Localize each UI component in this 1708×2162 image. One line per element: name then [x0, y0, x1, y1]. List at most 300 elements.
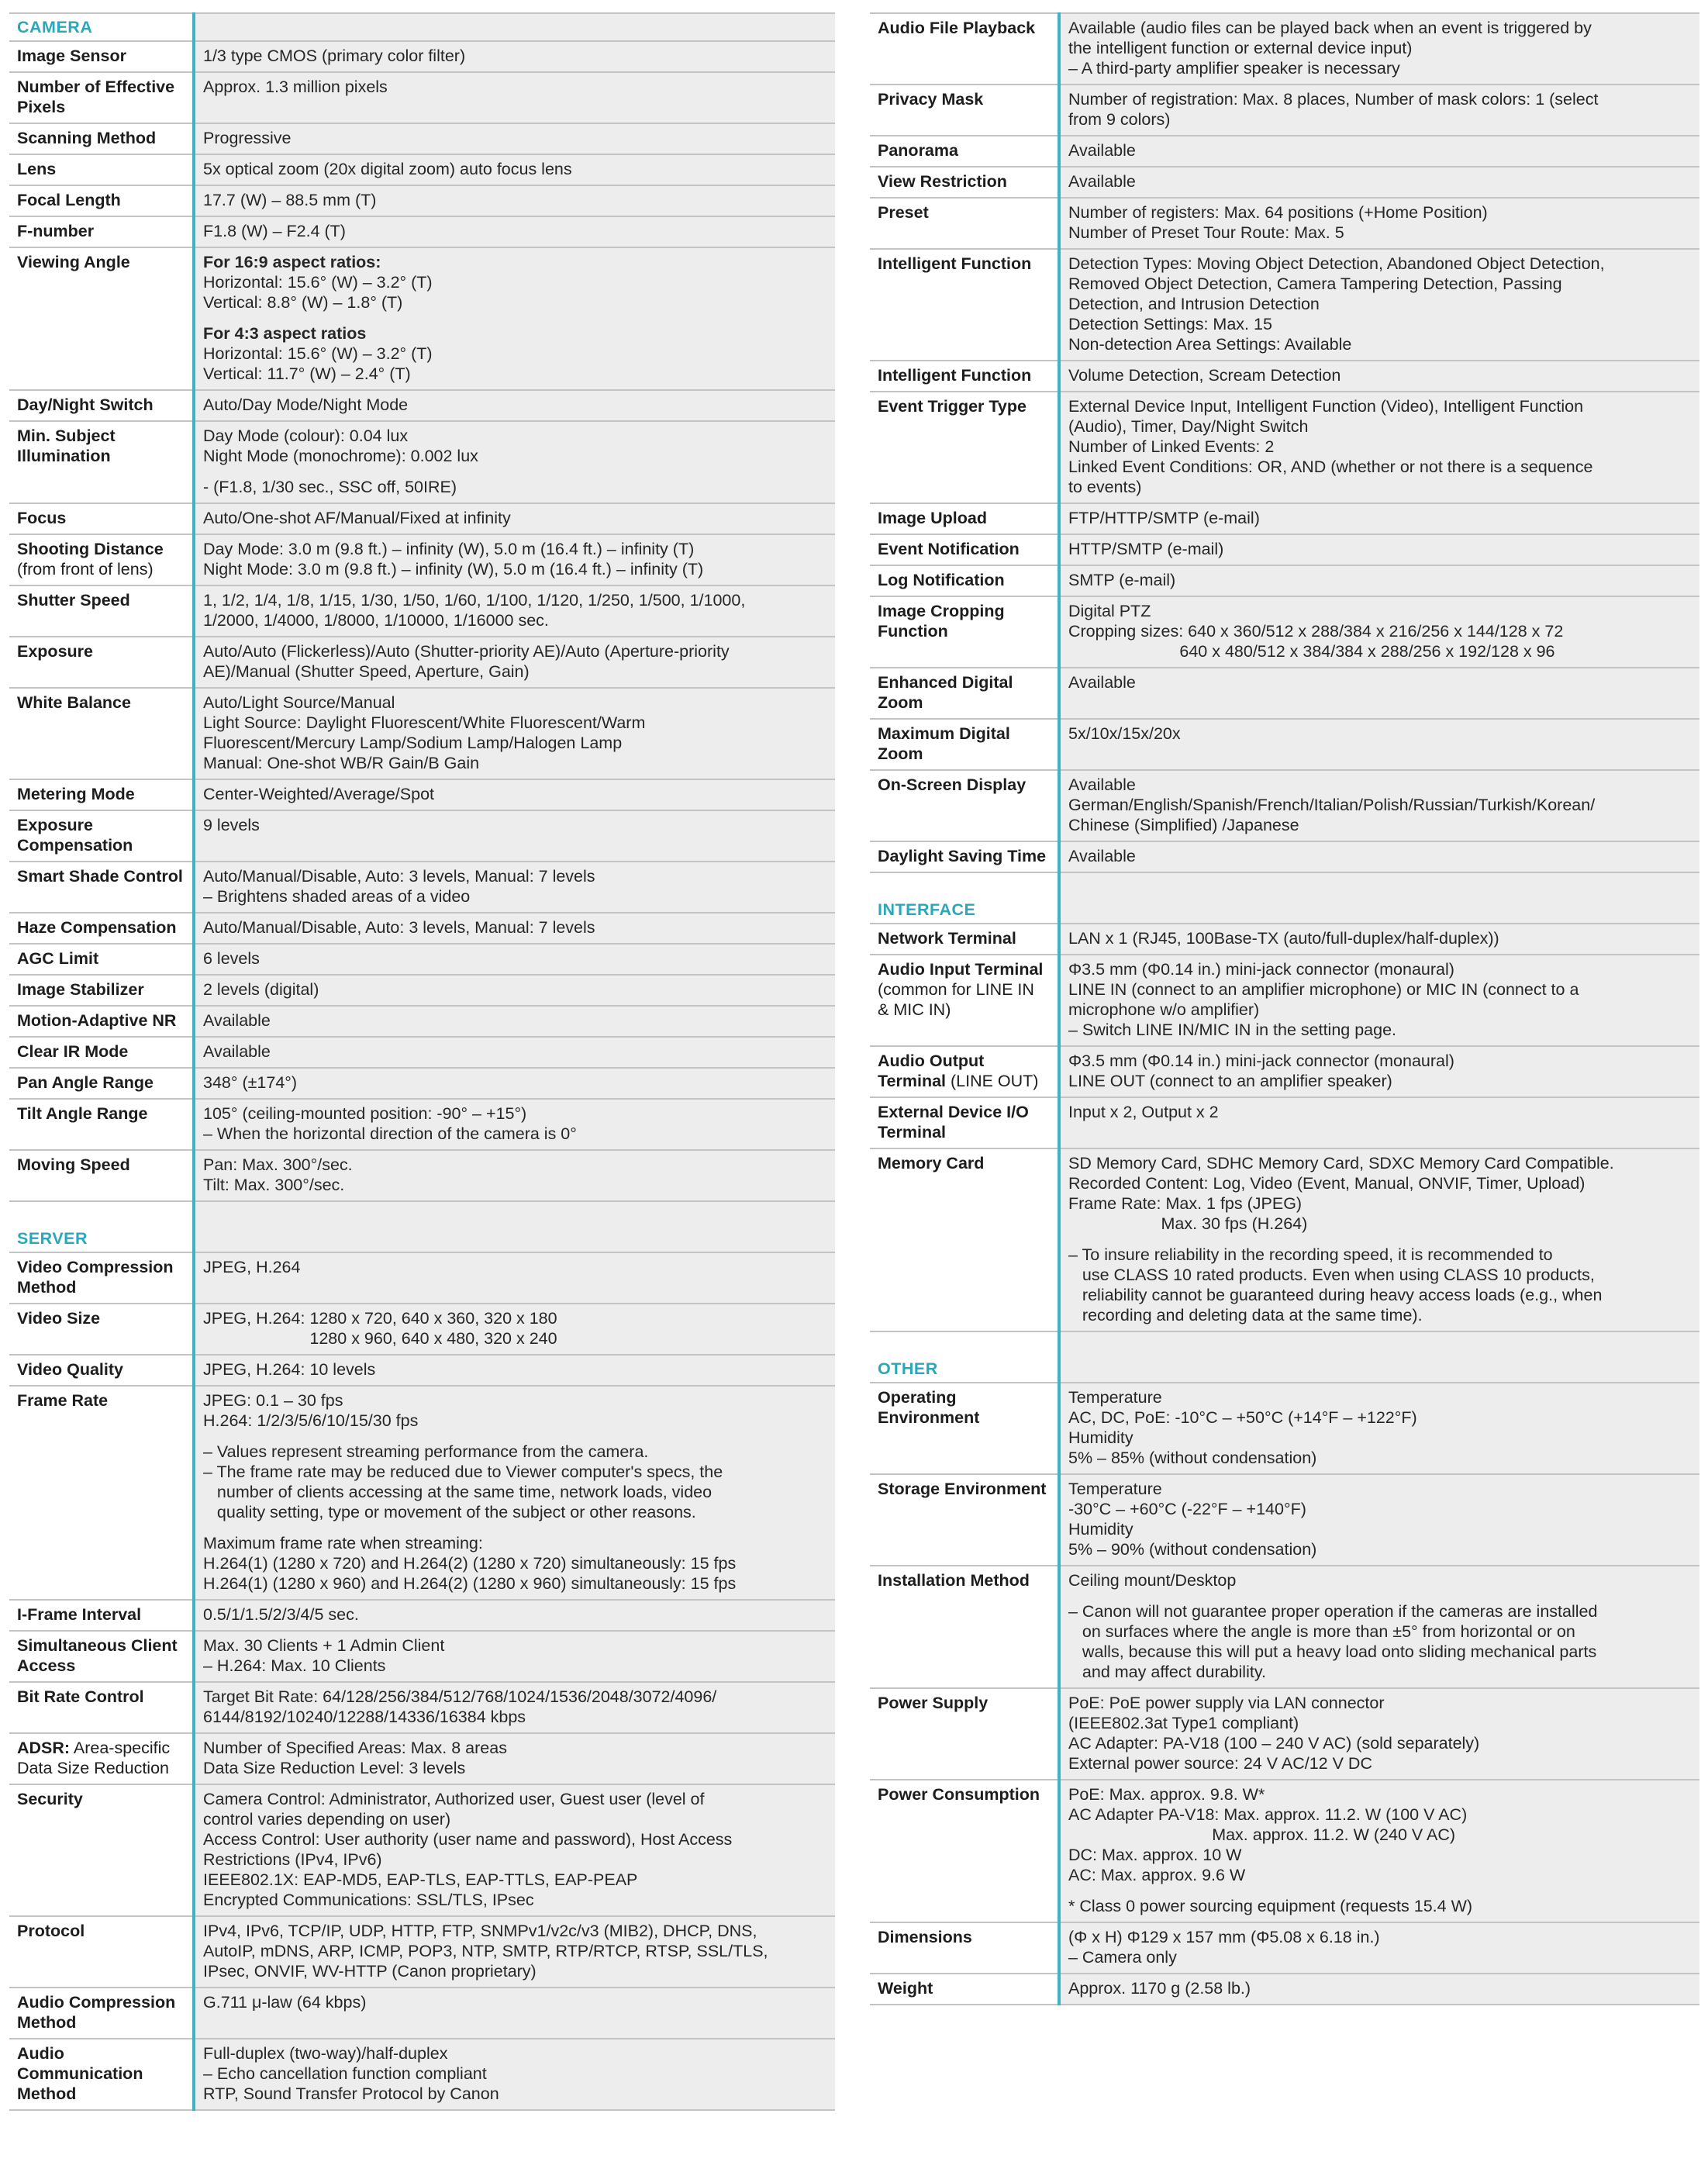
spec-row-day-night-switch — [9, 390, 835, 421]
spec-label: Memory Card — [870, 1148, 1059, 1331]
line-gap — [203, 1431, 827, 1442]
spec-label: Daylight Saving Time — [870, 841, 1059, 872]
spec-value-line: control varies depending on user) — [203, 1810, 451, 1829]
spec-label: Image Sensor — [9, 41, 194, 72]
spec-row-intelligent-function — [870, 249, 1699, 361]
spec-label: Storage Environment — [870, 1474, 1059, 1566]
spec-row-image-upload — [870, 503, 1699, 534]
spec-label-note: (from front of lens) — [17, 560, 154, 578]
spec-value-line: Max. 30 Clients + 1 Admin Client — [203, 1636, 445, 1655]
spec-value — [194, 1631, 835, 1682]
spec-value — [194, 2039, 835, 2110]
spec-label: Installation Method — [870, 1566, 1059, 1688]
spec-label-note: (LINE OUT) — [946, 1072, 1039, 1090]
spec-value — [1059, 1383, 1699, 1474]
spec-value-line: SD Memory Card, SDHC Memory Card, SDXC Memory Card Compatible. — [1068, 1154, 1614, 1173]
spec-value — [194, 862, 835, 913]
spec-value-line: AC: Max. approx. 9.6 W — [1068, 1866, 1246, 1884]
spec-label: Network Terminal — [870, 924, 1059, 955]
spec-value-line: Max. 30 fps (H.264) — [1068, 1214, 1308, 1233]
spec-value — [1059, 1566, 1699, 1688]
spec-row-bit-rate-control — [9, 1682, 835, 1733]
spec-value-line: IPsec, ONVIF, WV-HTTP (Canon proprietary) — [203, 1962, 537, 1981]
spec-value-line: G.711 μ-law (64 kbps) — [203, 1993, 367, 2012]
spec-value-line: from 9 colors) — [1068, 110, 1171, 129]
spec-value-line: and may affect durability. — [1068, 1663, 1266, 1681]
spec-value-line: 640 x 480/512 x 384/384 x 288/256 x 192/128 x 96 — [1068, 642, 1555, 661]
spec-value-line: F1.8 (W) – F2.4 (T) — [203, 222, 346, 240]
spec-value — [194, 1916, 835, 1988]
spec-value-line: Available (audio files can be played back when an event is triggered by — [1068, 19, 1592, 37]
spec-value-line: Number of Preset Tour Route: Max. 5 — [1068, 223, 1344, 242]
spec-label: Protocol — [9, 1916, 194, 1988]
spec-row-view-restriction — [870, 167, 1699, 198]
section-title: OTHER — [870, 1331, 1059, 1383]
spec-label: I-Frame Interval — [9, 1600, 194, 1631]
spec-value-line: – H.264: Max. 10 Clients — [203, 1656, 386, 1675]
spec-value-line: Number of Specified Areas: Max. 8 areas — [203, 1739, 507, 1757]
spec-table-right — [870, 12, 1699, 2005]
spec-value-line: Auto/Manual/Disable, Auto: 3 levels, Manual: 7 levels — [203, 918, 595, 937]
spec-row-enhanced-digital-zoom — [870, 668, 1699, 719]
spec-label: Security — [9, 1784, 194, 1916]
spec-value-line: Detection, and Intrusion Detection — [1068, 295, 1320, 313]
spec-value-line: Maximum frame rate when streaming: — [203, 1534, 483, 1552]
spec-value-line: Horizontal: 15.6° (W) – 3.2° (T) — [203, 344, 433, 363]
spec-value-line: Auto/Manual/Disable, Auto: 3 levels, Manual: 7 levels — [203, 867, 595, 886]
spec-row-motion-adaptive-nr — [9, 1006, 835, 1037]
spec-value-line: Available — [1068, 172, 1136, 191]
spec-value — [1059, 1688, 1699, 1780]
spec-value — [194, 913, 835, 944]
spec-value-line: For 16:9 aspect ratios: — [203, 253, 381, 271]
spec-value — [194, 1150, 835, 1201]
spec-label: Moving Speed — [9, 1150, 194, 1201]
spec-value — [194, 1355, 835, 1386]
spec-value — [1059, 1780, 1699, 1922]
spec-value-line: AC, DC, PoE: -10°C – +50°C (+14°F – +122°F) — [1068, 1408, 1417, 1427]
spec-value — [1059, 167, 1699, 198]
spec-value — [1059, 668, 1699, 719]
spec-value — [1059, 1148, 1699, 1331]
spec-label: Intelligent Function — [870, 249, 1059, 361]
spec-value-line: Access Control: User authority (user name and password), Host Access — [203, 1830, 733, 1849]
spec-value-line: JPEG, H.264: 10 levels — [203, 1360, 376, 1379]
spec-value — [194, 390, 835, 421]
spec-label: Pan Angle Range — [9, 1068, 194, 1099]
spec-row-network-terminal — [870, 924, 1699, 955]
spec-value-line: – Switch LINE IN/MIC IN in the setting page. — [1068, 1021, 1397, 1039]
spec-value-line: Full-duplex (two-way)/half-duplex — [203, 2044, 448, 2063]
spec-label-note: (common for LINE IN & MIC IN) — [878, 980, 1034, 1019]
spec-value — [1059, 1974, 1699, 2005]
spec-label: Audio Input Terminal (common for LINE IN & MIC IN) — [870, 955, 1059, 1046]
spec-table-left — [9, 12, 835, 2111]
spec-value-line: Day Mode (colour): 0.04 lux — [203, 427, 409, 445]
spec-value-line: reliability cannot be guaranteed during heavy access loads (e.g., when — [1068, 1286, 1603, 1304]
spec-value-line: Target Bit Rate: 64/128/256/384/512/768/1024/1536/2048/3072/4096/ — [203, 1687, 717, 1706]
spec-value — [194, 779, 835, 810]
spec-row-shooting-distance — [9, 534, 835, 585]
spec-value-line: 1/2000, 1/4000, 1/8000, 1/10000, 1/16000 sec. — [203, 611, 549, 630]
spec-label: Dimensions — [870, 1922, 1059, 1974]
spec-label-note: Area-specific Data Size Reduction — [17, 1739, 171, 1777]
spec-row-video-size — [9, 1304, 835, 1355]
spec-value-line: recording and deleting data at the same time). — [1068, 1306, 1423, 1324]
spec-row-metering-mode — [9, 779, 835, 810]
spec-row-image-stabilizer — [9, 975, 835, 1006]
line-gap — [1068, 1234, 1692, 1245]
spec-value-line: Input x 2, Output x 2 — [1068, 1103, 1219, 1121]
section-header-server — [9, 1201, 835, 1252]
spec-value — [1059, 596, 1699, 668]
spec-label: White Balance — [9, 688, 194, 779]
spec-value-line: microphone w/o amplifier) — [1068, 1000, 1260, 1019]
spec-value-line: Camera Control: Administrator, Authorized user, Guest user (level of — [203, 1790, 705, 1808]
spec-value-line: Temperature — [1068, 1388, 1162, 1407]
spec-value-line: SMTP (e-mail) — [1068, 571, 1176, 589]
spec-value — [194, 72, 835, 123]
spec-value-line: Fluorescent/Mercury Lamp/Sodium Lamp/Halogen Lamp — [203, 734, 623, 752]
spec-value — [194, 123, 835, 154]
spec-label: Focal Length — [9, 185, 194, 216]
spec-row-clear-ir-mode — [9, 1037, 835, 1068]
spec-row-preset — [870, 198, 1699, 249]
spec-row-event-trigger-type — [870, 392, 1699, 503]
spec-value — [194, 1386, 835, 1600]
spec-value-line: AC Adapter: PA-V18 (100 – 240 V AC) (sold separately) — [1068, 1734, 1480, 1753]
spec-value — [1059, 85, 1699, 136]
spec-row-protocol — [9, 1916, 835, 1988]
line-gap — [203, 466, 827, 477]
spec-label: Bit Rate Control — [9, 1682, 194, 1733]
spec-row-pan-angle-range — [9, 1068, 835, 1099]
spec-row-storage-environment — [870, 1474, 1699, 1566]
spec-value-line: Removed Object Detection, Camera Tampering Detection, Passing — [1068, 275, 1562, 293]
spec-value-line: IPv4, IPv6, TCP/IP, UDP, HTTP, FTP, SNMPv1/v2c/v3 (MIB2), DHCP, DNS, — [203, 1922, 757, 1940]
spec-label: Number of Effective Pixels — [9, 72, 194, 123]
spec-row-power-consumption — [870, 1780, 1699, 1922]
spec-value-line: (Audio), Timer, Day/Night Switch — [1068, 417, 1309, 436]
spec-value-line: External Device Input, Intelligent Function (Video), Intelligent Function — [1068, 397, 1584, 416]
spec-label: Shutter Speed — [9, 585, 194, 637]
spec-value-line: Night Mode (monochrome): 0.002 lux — [203, 447, 478, 465]
spec-label: Log Notification — [870, 565, 1059, 596]
spec-label: Power Supply — [870, 1688, 1059, 1780]
spec-row-number-of-effective-pixels — [9, 72, 835, 123]
spec-value — [1059, 1922, 1699, 1974]
spec-value-line: Progressive — [203, 129, 292, 147]
spec-label: Smart Shade Control — [9, 862, 194, 913]
spec-value-line: Approx. 1.3 million pixels — [203, 78, 388, 96]
spec-value-line: Max. approx. 11.2. W (240 V AC) — [1068, 1825, 1456, 1844]
spec-value — [194, 810, 835, 862]
spec-label: Event Notification — [870, 534, 1059, 565]
spec-value-line: Night Mode: 3.0 m (9.8 ft.) – infinity (W), 5.0 m (16.4 ft.) – infinity (T) — [203, 560, 704, 578]
spec-value-line: Auto/One-shot AF/Manual/Fixed at infinity — [203, 509, 511, 527]
spec-value — [1059, 361, 1699, 392]
spec-value — [194, 1682, 835, 1733]
spec-value — [194, 1733, 835, 1784]
spec-value-line: 9 levels — [203, 816, 260, 834]
spec-row-video-quality — [9, 1355, 835, 1386]
spec-row-dimensions — [870, 1922, 1699, 1974]
spec-value-line: Data Size Reduction Level: 3 levels — [203, 1759, 466, 1777]
spec-value-line: JPEG: 0.1 – 30 fps — [203, 1391, 343, 1410]
spec-label: AGC Limit — [9, 944, 194, 975]
spec-row-tilt-angle-range — [9, 1099, 835, 1150]
section-spacer — [194, 1201, 835, 1252]
spec-row-audio-input-terminal — [870, 955, 1699, 1046]
spec-label: Video Quality — [9, 1355, 194, 1386]
spec-value-line: H.264: 1/2/3/5/6/10/15/30 fps — [203, 1411, 419, 1430]
spec-value-line: 17.7 (W) – 88.5 mm (T) — [203, 191, 377, 209]
spec-label: Clear IR Mode — [9, 1037, 194, 1068]
spec-value — [1059, 1097, 1699, 1148]
spec-value-line: quality setting, type or movement of the subject or other reasons. — [203, 1503, 696, 1521]
spec-value-line: Pan: Max. 300°/sec. — [203, 1155, 353, 1174]
spec-row-memory-card — [870, 1148, 1699, 1331]
spec-value — [1059, 841, 1699, 872]
spec-row-maximum-digital-zoom — [870, 719, 1699, 770]
spec-value-line: – Canon will not guarantee proper operation if the cameras are installed — [1068, 1602, 1598, 1621]
spec-row-daylight-saving-time — [870, 841, 1699, 872]
spec-row-agc-limit — [9, 944, 835, 975]
spec-value-line: 5% – 90% (without condensation) — [1068, 1540, 1317, 1559]
spec-value-line: Digital PTZ — [1068, 602, 1151, 620]
spec-value-line: Restrictions (IPv4, IPv6) — [203, 1850, 382, 1869]
spec-label: Image Stabilizer — [9, 975, 194, 1006]
spec-value — [194, 421, 835, 503]
spec-row-scanning-method — [9, 123, 835, 154]
spec-value-line: Auto/Light Source/Manual — [203, 693, 395, 712]
spec-value-line: Number of Linked Events: 2 — [1068, 437, 1275, 456]
spec-label: Frame Rate — [9, 1386, 194, 1600]
spec-row-f-number — [9, 216, 835, 247]
spec-value-line: LINE IN (connect to an amplifier microphone) or MIC IN (connect to a — [1068, 980, 1579, 999]
spec-value-line: Horizontal: 15.6° (W) – 3.2° (T) — [203, 273, 433, 292]
spec-value — [1059, 1474, 1699, 1566]
spec-value-line: Encrypted Communications: SSL/TLS, IPsec — [203, 1891, 534, 1909]
spec-row-weight — [870, 1974, 1699, 2005]
spec-value-line: AC Adapter PA-V18: Max. approx. 11.2. W (100 V AC) — [1068, 1805, 1468, 1824]
spec-value-line: 6 levels — [203, 949, 260, 968]
spec-row-exposure-compensation — [9, 810, 835, 862]
spec-value-line: Center-Weighted/Average/Spot — [203, 785, 434, 803]
spec-label: Exposure Compensation — [9, 810, 194, 862]
line-gap — [203, 1522, 827, 1533]
spec-label: Panorama — [870, 136, 1059, 167]
spec-value — [1059, 719, 1699, 770]
spec-label: Audio Output Terminal (LINE OUT) — [870, 1046, 1059, 1097]
spec-value-line: LAN x 1 (RJ45, 100Base-TX (auto/full-duplex/half-duplex)) — [1068, 929, 1499, 948]
spec-row-audio-file-playback — [870, 13, 1699, 85]
spec-label: On-Screen Display — [870, 770, 1059, 841]
spec-value — [194, 1006, 835, 1037]
spec-row-panorama — [870, 136, 1699, 167]
spec-value-line: number of clients accessing at the same time, network loads, video — [203, 1483, 713, 1501]
spec-value-line: HTTP/SMTP (e-mail) — [1068, 540, 1224, 558]
spec-value-line: Available — [1068, 847, 1136, 865]
spec-label: Min. Subject Illumination — [9, 421, 194, 503]
section-spacer — [194, 13, 835, 41]
spec-value — [194, 1099, 835, 1150]
spec-value — [1059, 534, 1699, 565]
line-gap — [203, 313, 827, 323]
spec-label: Focus — [9, 503, 194, 534]
spec-value — [194, 1037, 835, 1068]
spec-label: Event Trigger Type — [870, 392, 1059, 503]
spec-label: Intelligent Function — [870, 361, 1059, 392]
section-header-other — [870, 1331, 1699, 1383]
spec-value-line: 1, 1/2, 1/4, 1/8, 1/15, 1/30, 1/50, 1/60, 1/100, 1/120, 1/250, 1/500, 1/1000, — [203, 591, 746, 610]
spec-row-focal-length — [9, 185, 835, 216]
spec-value-line: – Brightens shaded areas of a video — [203, 887, 471, 906]
spec-label: Image Cropping Function — [870, 596, 1059, 668]
section-spacer — [1059, 1331, 1699, 1383]
spec-value-line: Frame Rate: Max. 1 fps (JPEG) — [1068, 1194, 1303, 1213]
spec-value-line: the intelligent function or external device input) — [1068, 39, 1413, 57]
spec-value-line: External power source: 24 V AC/12 V DC — [1068, 1754, 1372, 1773]
spec-row-log-notification — [870, 565, 1699, 596]
spec-label: Video Size — [9, 1304, 194, 1355]
spec-value-line: Humidity — [1068, 1520, 1133, 1539]
spec-value-line: Temperature — [1068, 1480, 1162, 1498]
spec-value-line: Approx. 1170 g (2.58 lb.) — [1068, 1979, 1251, 1998]
spec-value-line: Day Mode: 3.0 m (9.8 ft.) – infinity (W), 5.0 m (16.4 ft.) – infinity (T) — [203, 540, 695, 558]
spec-label: F-number — [9, 216, 194, 247]
section-title: INTERFACE — [870, 872, 1059, 924]
spec-value-line: Auto/Auto (Flickerless)/Auto (Shutter-priority AE)/Auto (Aperture-priority — [203, 642, 730, 661]
spec-value-line: * Class 0 power sourcing equipment (requests 15.4 W) — [1068, 1897, 1473, 1915]
spec-row-moving-speed — [9, 1150, 835, 1201]
spec-value — [1059, 770, 1699, 841]
spec-label: Maximum Digital Zoom — [870, 719, 1059, 770]
spec-value — [1059, 1046, 1699, 1097]
spec-row-focus — [9, 503, 835, 534]
spec-value-line: PoE: PoE power supply via LAN connector — [1068, 1694, 1385, 1712]
spec-value-line: to events) — [1068, 478, 1142, 496]
spec-value — [1059, 249, 1699, 361]
spec-value — [194, 1252, 835, 1304]
spec-value-line: (Φ x H) Φ129 x 157 mm (Φ5.08 x 6.18 in.) — [1068, 1928, 1380, 1946]
spec-value-line: 2 levels (digital) — [203, 980, 319, 999]
spec-value-line: Volume Detection, Scream Detection — [1068, 366, 1341, 385]
section-header-camera — [9, 13, 835, 41]
spec-value-line: – Echo cancellation function compliant — [203, 2064, 487, 2083]
spec-value-line: H.264(1) (1280 x 720) and H.264(2) (1280 x 720) simultaneously: 15 fps — [203, 1554, 737, 1573]
spec-value — [1059, 13, 1699, 85]
spec-value-line: 105° (ceiling-mounted position: -90° – +15°) — [203, 1104, 527, 1123]
spec-value-line: Available — [1068, 775, 1136, 794]
spec-row-audio-output-terminal — [870, 1046, 1699, 1097]
spec-value-line: RTP, Sound Transfer Protocol by Canon — [203, 2084, 499, 2103]
spec-value-line: -30°C – +60°C (-22°F – +140°F) — [1068, 1500, 1306, 1518]
spec-value-line: Available — [203, 1011, 271, 1030]
spec-label: Audio Compression Method — [9, 1988, 194, 2039]
spec-value-line: German/English/Spanish/French/Italian/Polish/Russian/Turkish/Korean/ — [1068, 796, 1596, 814]
spec-value-line: - (F1.8, 1/30 sec., SSC off, 50IRE) — [203, 478, 457, 496]
spec-value-line: H.264(1) (1280 x 960) and H.264(2) (1280 x 960) simultaneously: 15 fps — [203, 1574, 737, 1593]
spec-value — [194, 1068, 835, 1099]
spec-label: Day/Night Switch — [9, 390, 194, 421]
spec-value-line: Φ3.5 mm (Φ0.14 in.) mini-jack connector (monaural) — [1068, 960, 1454, 979]
spec-value-line: For 4:3 aspect ratios — [203, 324, 367, 343]
spec-value-line: (IEEE802.3at Type1 compliant) — [1068, 1714, 1299, 1732]
spec-row-frame-rate — [9, 1386, 835, 1600]
spec-value-line: Available — [1068, 141, 1136, 160]
spec-value — [1059, 955, 1699, 1046]
spec-row-simultaneous-client-access — [9, 1631, 835, 1682]
spec-label: Scanning Method — [9, 123, 194, 154]
spec-value — [194, 154, 835, 185]
line-gap — [1068, 1590, 1692, 1601]
spec-value-line: 6144/8192/10240/12288/14336/16384 kbps — [203, 1708, 526, 1726]
spec-row-image-cropping-function — [870, 596, 1699, 668]
spec-value-line: – The frame rate may be reduced due to Viewer computer's specs, the — [203, 1463, 723, 1481]
spec-value — [194, 1784, 835, 1916]
spec-value-line: Detection Settings: Max. 15 — [1068, 315, 1272, 333]
spec-value — [194, 1600, 835, 1631]
spec-value-line: – To insure reliability in the recording speed, it is recommended to — [1068, 1245, 1553, 1264]
spec-label: Viewing Angle — [9, 247, 194, 390]
spec-value-line: FTP/HTTP/SMTP (e-mail) — [1068, 509, 1260, 527]
spec-row-min-subject-illumination — [9, 421, 835, 503]
spec-value-line: PoE: Max. approx. 9.8. W* — [1068, 1785, 1265, 1804]
spec-value-line: – A third-party amplifier speaker is necessary — [1068, 59, 1400, 78]
spec-value — [194, 247, 835, 390]
spec-label: ADSR: Area-specific Data Size Reduction — [9, 1733, 194, 1784]
section-header-interface — [870, 872, 1699, 924]
spec-value — [194, 1304, 835, 1355]
spec-label: Exposure — [9, 637, 194, 688]
spec-value-line: AutoIP, mDNS, ARP, ICMP, POP3, NTP, SMTP, RTP/RTCP, RTSP, SSL/TLS, — [203, 1942, 768, 1960]
spec-value — [1059, 136, 1699, 167]
spec-value-line: DC: Max. approx. 10 W — [1068, 1846, 1242, 1864]
spec-label: Motion-Adaptive NR — [9, 1006, 194, 1037]
spec-column-right — [870, 12, 1699, 2005]
spec-value — [1059, 924, 1699, 955]
spec-value-line: LINE OUT (connect to an amplifier speaker) — [1068, 1072, 1392, 1090]
spec-value — [1059, 392, 1699, 503]
spec-value-line: Ceiling mount/Desktop — [1068, 1571, 1237, 1590]
spec-value-line: Manual: One-shot WB/R Gain/B Gain — [203, 754, 480, 772]
spec-label: Preset — [870, 198, 1059, 249]
spec-row-i-frame-interval — [9, 1600, 835, 1631]
spec-value-line: Number of registers: Max. 64 positions (+Home Position) — [1068, 203, 1488, 222]
spec-value — [1059, 565, 1699, 596]
spec-label: Simultaneous Client Access — [9, 1631, 194, 1682]
spec-value-line: Recorded Content: Log, Video (Event, Manual, ONVIF, Timer, Upload) — [1068, 1174, 1586, 1193]
spec-label: View Restriction — [870, 167, 1059, 198]
spec-value — [194, 185, 835, 216]
spec-value-line: – Camera only — [1068, 1948, 1177, 1967]
spec-value-line: 5x optical zoom (20x digital zoom) auto focus lens — [203, 160, 572, 178]
section-spacer — [1059, 872, 1699, 924]
spec-value — [194, 975, 835, 1006]
spec-value-line: Non-detection Area Settings: Available — [1068, 335, 1352, 354]
spec-label: Power Consumption — [870, 1780, 1059, 1922]
spec-value — [194, 1988, 835, 2039]
spec-value-line: 1280 x 960, 640 x 480, 320 x 240 — [203, 1329, 557, 1348]
spec-row-event-notification — [870, 534, 1699, 565]
spec-row-intelligent-function — [870, 361, 1699, 392]
spec-value — [194, 534, 835, 585]
spec-value-line: Detection Types: Moving Object Detection, Abandoned Object Detection, — [1068, 254, 1605, 273]
spec-row-privacy-mask — [870, 85, 1699, 136]
spec-value-line: Chinese (Simplified) /Japanese — [1068, 816, 1299, 834]
spec-row-image-sensor — [9, 41, 835, 72]
